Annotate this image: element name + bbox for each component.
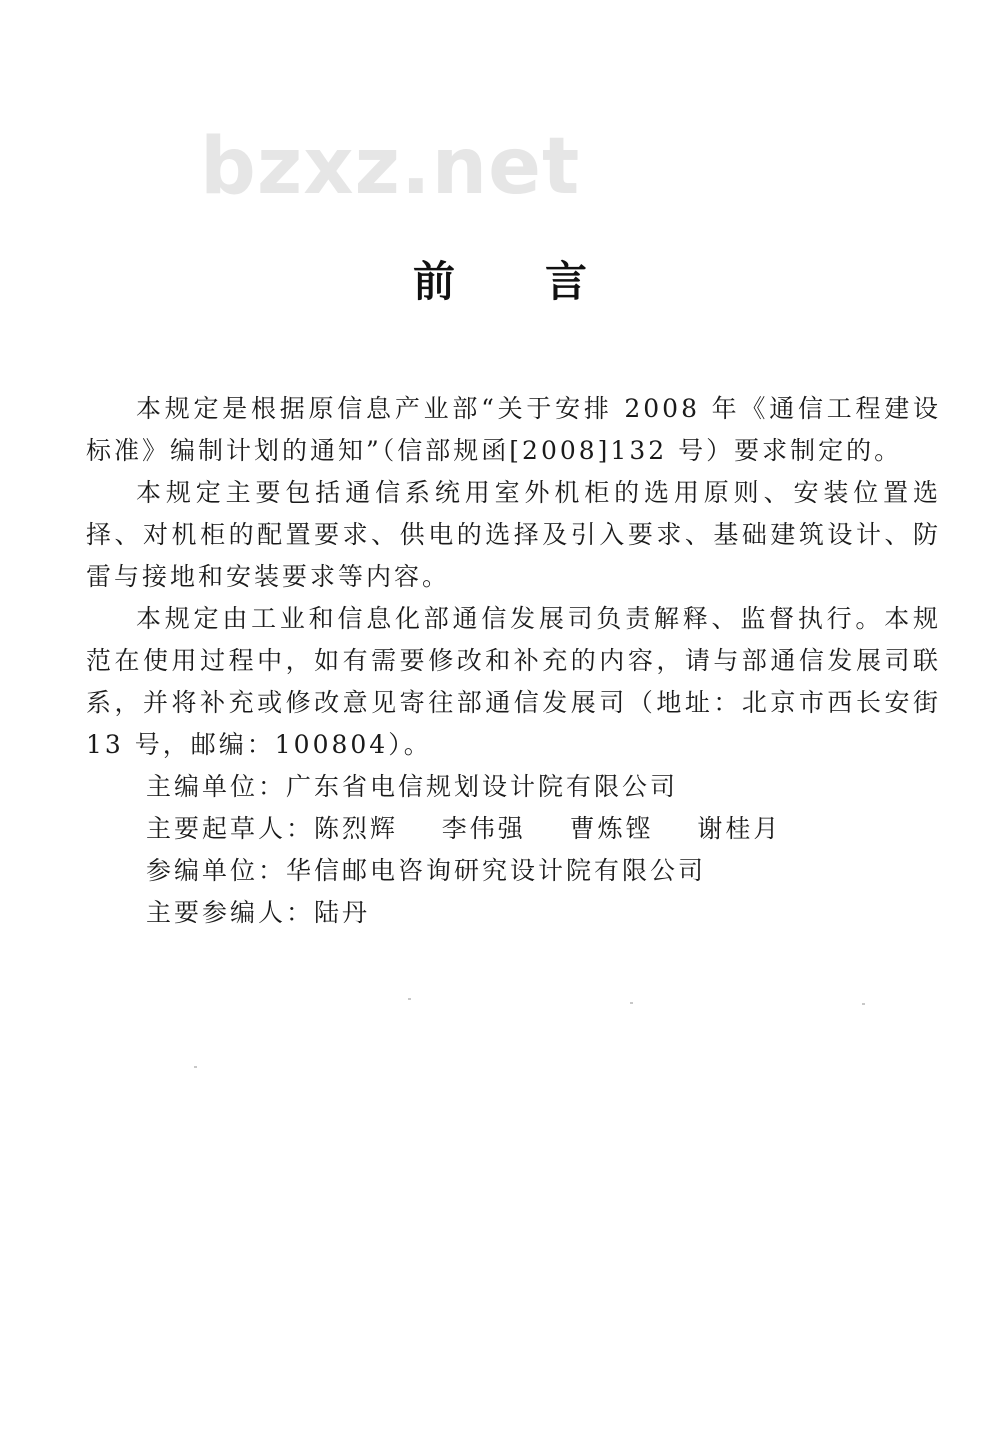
page-title: 前言 (412, 257, 677, 306)
participating-editors: 主要参编人：陆丹 (146, 898, 371, 927)
document-body (86, 388, 941, 934)
watermark: bzxz.net (200, 122, 581, 212)
scan-speck (630, 1002, 633, 1004)
chief-unit: 主编单位：广东省电信规划设计院有限公司 (146, 772, 679, 801)
scan-speck (862, 1003, 865, 1005)
paragraph-interpretation: 本规定由工业和信息化部通信发展司负责解释、监督执行。本规范在使用过程中，如有需要修改和补充的内容，请与部通信发展司联系，并将补充或修改意见寄往部通信发展司（地址：北京市西长安街 13 号，邮编：100804）。 (86, 604, 941, 759)
participating-unit: 参编单位：华信邮电咨询研究设计院有限公司 (146, 856, 707, 885)
paragraph-scope: 本规定主要包括通信系统用室外机柜的选用原则、安装位置选择、对机柜的配置要求、供电的选择及引入要求、基础建筑设计、防雷与接地和安装要求等内容。 (86, 478, 941, 591)
scan-speck (408, 998, 411, 1000)
paragraph-basis: 本规定是根据原信息产业部“关于安排 2008 年《通信工程建设标准》编制计划的通知”（信部规函[2008]132 号）要求制定的。 (86, 394, 941, 465)
scan-speck (194, 1066, 197, 1068)
chief-drafters: 主要起草人：陈烈辉 李伟强 曹炼铿 谢桂月 (146, 814, 782, 843)
